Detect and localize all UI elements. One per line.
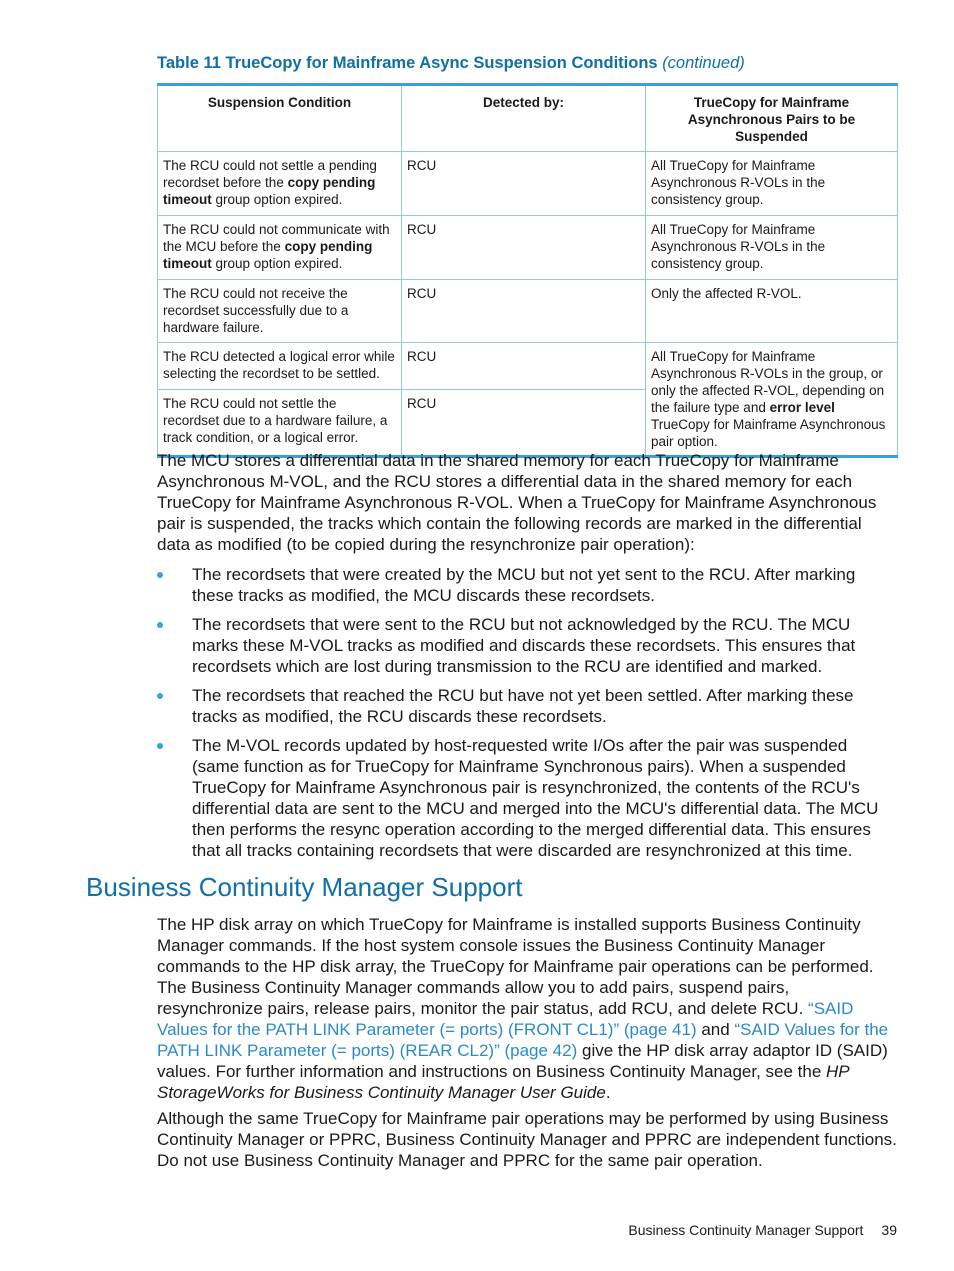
condition-cell: The RCU detected a logical error while selecting the recordset to be settled.: [158, 343, 402, 390]
condition-cell: [158, 216, 402, 280]
modified-records-list: [157, 564, 897, 869]
pairs-cell: All TrueCopy for Mainframe Asynchronous R-VOLs in the consistency group.: [646, 152, 898, 216]
pairs-text: All TrueCopy for Mainframe Asynchronous R-VOLs in the group, or only the affected R-VOL, depending on the failure type and: [651, 349, 885, 415]
header-detected-by: Detected by:: [402, 85, 646, 152]
bullet-icon: [157, 622, 163, 628]
table-row: [158, 280, 898, 343]
detected-by-cell: RCU: [402, 343, 646, 390]
list-item: [157, 735, 897, 861]
condition-option: copy pending timeout: [163, 239, 373, 271]
list-item-text: The recordsets that were sent to the RCU but not acknowledged by the RCU. The MCU marks these M-VOL tracks as modified and discards these recordsets. This ensures that recordsets which are lost during transmission to the RCU are identified and marked.: [192, 615, 856, 676]
condition-text-end: group option expired.: [211, 256, 343, 271]
guide-title: HP StorageWorks for Business Continuity Manager User Guide: [157, 1062, 850, 1102]
list-item: [157, 614, 897, 677]
paragraph-text: give the HP disk array adaptor ID (SAID) values. For further information and instructions on Business Continuity Manager, see the: [157, 1041, 888, 1081]
table-caption-continued: (continued): [662, 54, 745, 72]
list-item: [157, 685, 897, 727]
condition-text-end: group option expired.: [211, 192, 343, 207]
footer-title: Business Continuity Manager Support: [628, 1222, 864, 1238]
table-row: [158, 216, 898, 280]
bullet-icon: [157, 693, 163, 699]
said-rear-cl2-link[interactable]: “SAID Values for the PATH LINK Parameter (= ports) (REAR CL2)” (page 42): [157, 1020, 889, 1060]
pairs-cell: Only the affected R-VOL.: [646, 280, 898, 343]
list-item-text: The recordsets that reached the RCU but have not yet been settled. After marking these tracks as modified, the RCU discards these recordsets.: [192, 686, 854, 726]
bullet-icon: [157, 572, 163, 578]
pairs-cell: All TrueCopy for Mainframe Asynchronous R-VOLs in the consistency group.: [646, 216, 898, 280]
condition-cell: [158, 152, 402, 216]
section-heading: Business Continuity Manager Support: [86, 872, 523, 902]
condition-option: copy pending timeout: [163, 175, 376, 207]
pairs-cell: [646, 343, 898, 457]
section-paragraph-1: [157, 914, 897, 1103]
intro-paragraph: The MCU stores a differential data in the shared memory for each TrueCopy for Mainframe Asynchronous M-VOL, and the RCU stores a differential data in the shared memory for each TrueCopy for Mainframe Asynchronous R-VOL. When a TrueCopy for Mainframe Asynchronous pair is suspended, the tracks which contain the following records are marked in the differential data as modified (to be copied during the resynchronize pair operation):: [157, 451, 877, 554]
pairs-text-end: TrueCopy for Mainframe Asynchronous pair option.: [651, 417, 886, 449]
said-front-cl1-link[interactable]: “SAID Values for the PATH LINK Parameter (= ports) (FRONT CL1)” (page 41): [157, 999, 854, 1039]
table-row: [158, 152, 898, 216]
table-row: [158, 343, 898, 390]
condition-cell: The RCU could not settle the recordset due to a hardware failure, a track condition, or a logical error.: [158, 390, 402, 457]
list-item-text: The recordsets that were created by the MCU but not yet sent to the RCU. After marking these tracks as modified, the MCU discards these recordsets.: [192, 565, 856, 605]
paragraph-text: The HP disk array on which TrueCopy for Mainframe is installed supports Business Continuity Manager commands. If the host system console issues the Business Continuity Manager commands to the HP disk array, the TrueCopy for Mainframe pair operations can be performed. The Business Continuity Manager commands allow you to add pairs, suspend pairs, resynchronize pairs, release pairs, monitor the pair status, add RCU, and delete RCU.: [157, 915, 874, 1018]
page-number: 39: [881, 1222, 897, 1238]
header-suspension-condition: Suspension Condition: [158, 85, 402, 152]
list-item-text: The M-VOL records updated by host-requested write I/Os after the pair was suspended (same function as for TrueCopy for Mainframe Synchronous pairs). When a suspended TrueCopy for Mainframe Asynchronous pair is resynchronized, the contents of the RCU's differential data are sent to the MCU and merged into the MCU's differential data. The MCU then performs the resync operation according to the merged differential data. This ensures that all tracks containing recordsets that were discarded are resynchronized at this time.: [192, 736, 879, 860]
section-paragraph-2: Although the same TrueCopy for Mainframe pair operations may be performed by using Business Continuity Manager or PPRC, Business Continuity Manager and PPRC are independent functions. Do not use Business Continuity Manager and PPRC for the same pair operation.: [157, 1109, 897, 1170]
list-item: [157, 564, 897, 606]
paragraph-text: .: [605, 1083, 611, 1102]
detected-by-cell: RCU: [402, 280, 646, 343]
page-footer: [560, 1222, 897, 1238]
condition-text: The RCU could not settle a pending recordset before the: [163, 158, 377, 190]
header-pairs-to-be-suspended: TrueCopy for Mainframe Asynchronous Pairs to be Suspended: [646, 85, 898, 152]
table-caption: [157, 54, 897, 73]
bullet-icon: [157, 743, 163, 749]
paragraph-text: and: [696, 1020, 735, 1039]
detected-by-cell: RCU: [402, 152, 646, 216]
pairs-option: error level: [769, 400, 835, 415]
detected-by-cell: RCU: [402, 216, 646, 280]
condition-cell: The RCU could not receive the recordset successfully due to a hardware failure.: [158, 280, 402, 343]
suspension-conditions-table: [157, 83, 898, 458]
condition-text: The RCU could not communicate with the MCU before the: [163, 222, 390, 254]
table-header-row: [158, 85, 898, 152]
detected-by-cell: RCU: [402, 390, 646, 457]
table-caption-title: Table 11 TrueCopy for Mainframe Async Suspension Conditions: [157, 54, 658, 72]
